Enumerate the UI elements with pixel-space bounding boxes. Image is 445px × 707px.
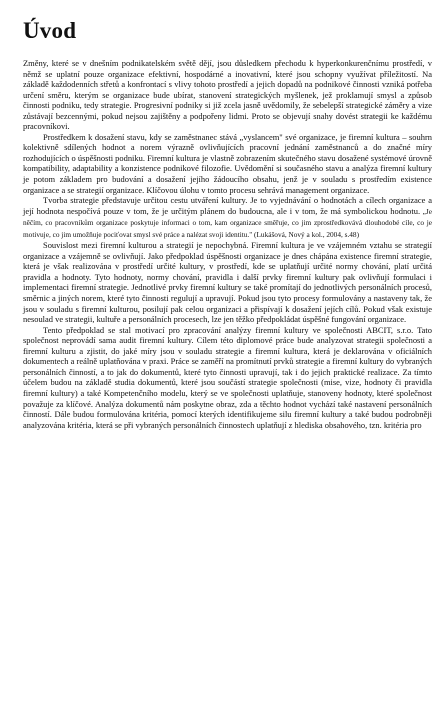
paragraph-souvislost: Souvislost mezi firemní kulturou a strategií je nepochybná. Firemní kultura je ve vzájemném vztahu se strategií organizace a vzájemně se ovlivňují. Jako předpoklad úspěšnosti organizace je dnes chápána existence firemní strategie, která je však realizována v prostředí určité kultury, v prostředí, kde se uplatňují určité normy chování, platí určitá pravidla a hodnoty. Tyto hodnoty, normy chování, pravidla i další prvky firemní kultury pak ovlivňují formulaci i implementaci firemní strategie. Jednotlivé prvky firemní kultury se také promítají do jednotlivých personálních procesů, směrnic a jiných norem, které tyto činnosti regulují a upravují. Pokud jsou tyto procesy formulovány a nastaveny tak, že jsou v souladu s firemní kulturou, posilují pak celou organizaci a přispívají k dosažení jejích cílů. Pokud však existuje nesoulad ve strategii, kultuře a personálních procesech, lze jen těžko předpokládat úspěšné fungování organizace. [23,240,432,325]
page-title: Úvod [23,18,77,43]
paragraph-tvorba-strategie [23,195,432,240]
paragraph-text: Tvorba strategie představuje určitou cestu utváření kultury. Je to vyjednávání o hodnotách a cílech organizace a její hodnota nespočívá pouze v tom, že je určitým plánem do budoucna, ale i v tom, že má symbolickou hodnotu. [23,195,432,216]
paragraph-firemni-kultura: Prostředkem k dosažení stavu, kdy se zaměstnanec stává „vyslancem" své organizace, je firemní kultura – souhrn kolektivně sdílených hodnot a norem výrazně ovlivňujících pracovní jednání zaměstnanců a do značné míry rozhodujících o úspěšnosti podniku. Firemní kultura je vlastně zobrazením skutečného stavu dosažené systémové úrovně kompatibility, adaptability a konzistence podnikové filozofie. Uvědomění si současného stavu a analýza firemní kultury je potom základem pro budování a dosažení jejího žádoucího obsahu, jenž je v souladu s prostředím existence organizace a se strategií organizace. Klíčovou úlohu v tomto procesu sehrává management organizace. [23,131,432,195]
citation-quote: „Je něčím, co pracovníkům organizace poskytuje informaci o tom, kam organizace směřuje, co jim zprostředkovává dlouhodobé cíle, co je motivuje, co jim umožňuje pociťovat smysl své práce a nalézat svoji identitu." (Lukášová, Nový a kol., 2004, s.48) [23,206,432,239]
paragraph-intro: Změny, které se v dnešním podnikatelském světě dějí, jsou důsledkem přechodu k hyperkonkurenčnímu prostředí, v němž se uplatní pouze organizace efektivní, hospodárné a inovativní, které jsou schopny využívat příležitostí. Na základě každodenních střetů a konfrontací s vlivy tohoto prostředí a jejich dopadů na podnikové činnosti vzniká potřeba určení směru, kterým se organizace bude ubírat, stanovení strategických myšlenek, jež proklamují smysl a způsob činnosti podniku, tedy strategie. Progresivní podniky si již zcela jasně uvědomily, že sebelepší strategické záměry a vize zůstávají bezcennými, pokud nejsou zajištěny a podpořeny lidmi. Proto se objevují snahy dovést strategii ke každému pracovníkovi. [23,58,432,132]
paragraph-predpoklad: Tento předpoklad se stal motivací pro zpracování analýzy firemní kultury ve společnosti ABCIT, s.r.o. Tato společnost neprovádí sama audit firemní kultury. Cílem této diplomové práce bude analyzovat strategii společnosti a firemní kulturu a zjistit, do jaké míry jsou v souladu strategie a firemní kultura, která je deklarována v oficiálních dokumentech a reálně uplatňována v praxi. Práce se zaměří na promítnutí prvků strategie a firemní kultury do vybraných personálních činností, a to jak do dokumentů, které tyto činnosti upravují, tak i do jejich praktické realizace. Za tímto účelem budou na základě studia dokumentů, které jsou součástí strategie společnosti (mise, vize, hodnoty či pravidla firemní kultury) a také Kompetenčního modelu, který se ve společnosti uplatňuje, stanoveny hodnoty, které společnost považuje za klíčové. Analýza dokumentů nám poskytne obraz, zda a těchto hodnot vychází také nastavení personálních činností. Dále budou formulována kritéria, pomocí kterých identifikujeme silu firemní kultury a také budou podrobněji analyzována kritéria, která se při vybraných personálních činnostech uplatňují z hlediska obsahového, tzn. kritéria pro [23,324,432,430]
